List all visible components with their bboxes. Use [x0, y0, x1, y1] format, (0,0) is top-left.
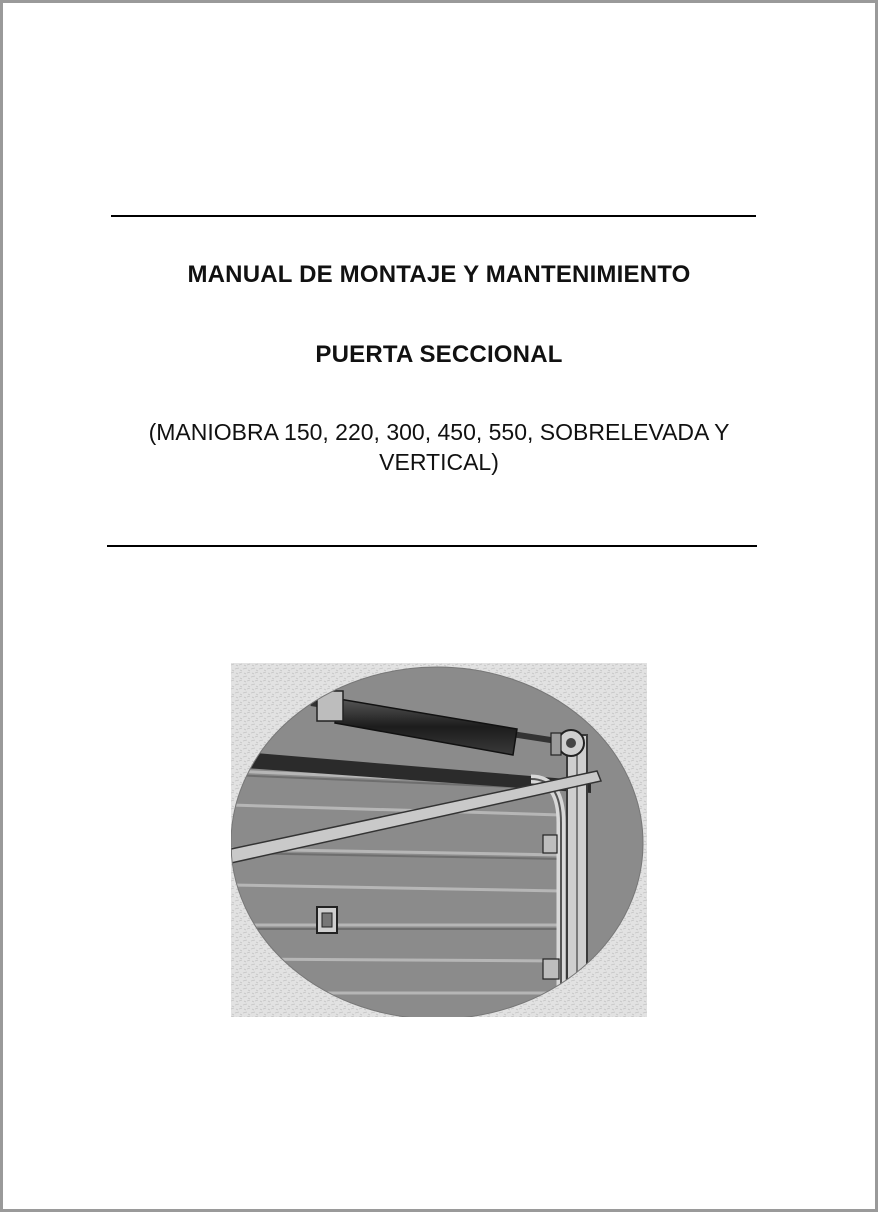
top-divider-line	[111, 215, 756, 217]
bottom-roller-bracket	[543, 959, 559, 979]
product-title: PUERTA SECCIONAL	[315, 341, 563, 368]
models-subtitle: (MANIOBRA 150, 220, 300, 450, 550, SOBRELEVADA Y VERTICAL)	[148, 419, 730, 475]
door-view-oval	[231, 667, 643, 1017]
bottom-divider-line	[107, 545, 757, 547]
manual-title: MANUAL DE MONTAJE Y MANTENIMIENTO	[187, 261, 691, 288]
garage-door-illustration	[231, 663, 647, 1017]
roller-bracket	[543, 835, 557, 853]
